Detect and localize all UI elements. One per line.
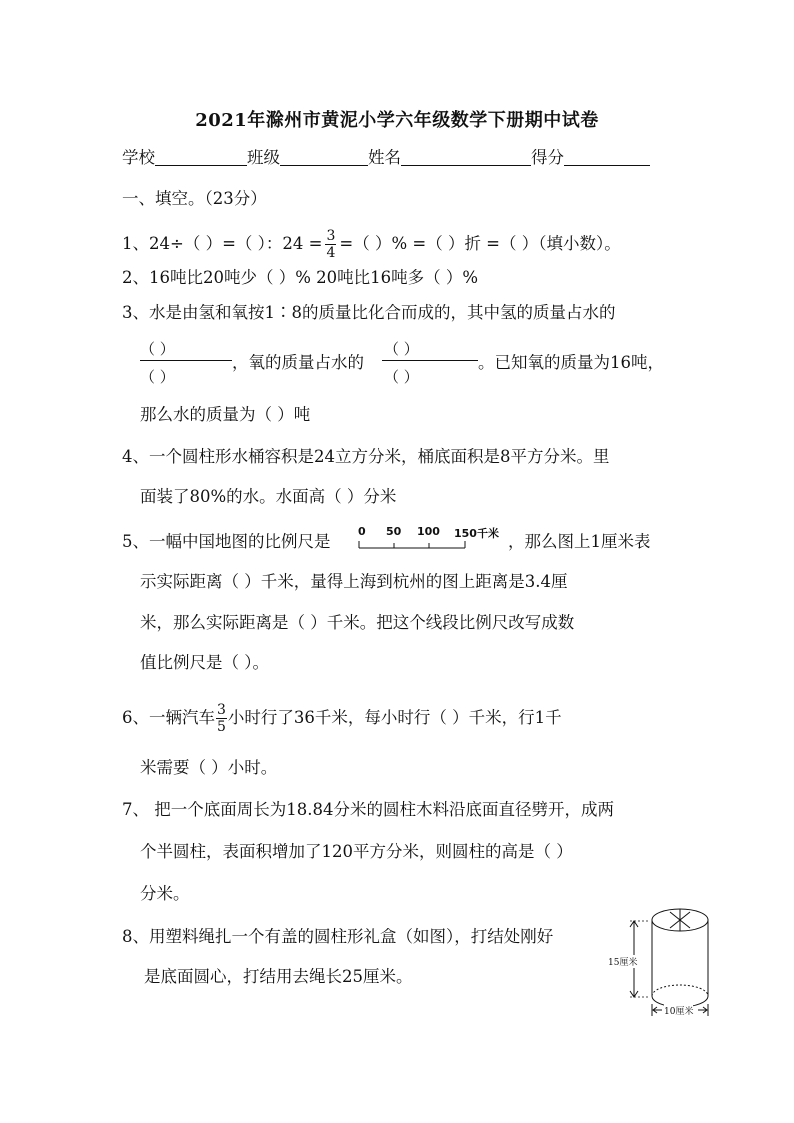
q1-part-a: 1、24÷（ ）=（ ）：24 = bbox=[122, 234, 323, 253]
scale-label-100: 100 bbox=[417, 525, 440, 538]
score-blank bbox=[564, 147, 650, 166]
question-8-line2: 是底面圆心，打结用去绳长25厘米。 bbox=[144, 967, 413, 986]
question-1 bbox=[122, 228, 621, 261]
question-7-line3: 分米。 bbox=[140, 884, 190, 903]
name-label: 姓名 bbox=[368, 148, 401, 167]
question-5-line3: 米，那么实际距离是（ ）千米。把这个线段比例尺改写成数 bbox=[140, 613, 575, 632]
question-7-line1: 7、 把一个底面周长为18.84分米的圆柱木料沿底面直径劈开，成两 bbox=[122, 800, 614, 819]
scale-label-150: 150千米 bbox=[454, 527, 499, 540]
q3-mid-text: ，氧的质量占水的 bbox=[232, 353, 364, 372]
q3-end-text: 。已知氧的质量为16吨， bbox=[478, 353, 664, 372]
q3-paren-bot-2: （ ） bbox=[384, 368, 419, 386]
question-5-part-b: ，那么图上1厘米表 bbox=[508, 532, 651, 551]
school-label: 学校 bbox=[122, 148, 155, 167]
q3-fraction-bar-2 bbox=[382, 360, 478, 361]
question-8-line1: 8、用塑料绳扎一个有盖的圆柱形礼盒（如图），打结处刚好 bbox=[122, 927, 554, 946]
q1-frac-den: 4 bbox=[326, 245, 336, 261]
question-5-line2: 示实际距离（ ）千米，量得上海到杭州的图上距离是3.4厘 bbox=[140, 572, 568, 591]
question-5-part-a: 5、一幅中国地图的比例尺是 bbox=[122, 532, 331, 551]
score-label: 得分 bbox=[531, 148, 564, 167]
question-4-line1: 4、一个圆柱形水桶容积是24立方分米，桶底面积是8平方分米。里 bbox=[122, 447, 610, 466]
question-4-line2: 面装了80%的水。水面高（ ）分米 bbox=[140, 487, 397, 506]
scale-bar-line bbox=[358, 538, 468, 550]
q3-paren-top-2: （ ） bbox=[384, 340, 419, 358]
section-heading: 一、填空。（23分） bbox=[122, 189, 267, 208]
question-5-line4: 值比例尺是（ ）。 bbox=[140, 653, 269, 672]
q6-frac-den: 5 bbox=[217, 719, 226, 735]
scale-label-50: 50 bbox=[386, 525, 402, 538]
cylinder-height-label: 15厘米 bbox=[608, 955, 637, 968]
q3-fraction-bar-1 bbox=[140, 360, 232, 361]
q1-fraction bbox=[325, 228, 336, 261]
cylinder-diameter-label: 10厘米 bbox=[664, 1004, 693, 1017]
q6-part-b: 小时行了36千米，每小时行（ ）千米，行1千 bbox=[227, 708, 562, 727]
q3-paren-bot-1: （ ） bbox=[140, 368, 175, 386]
school-blank bbox=[155, 147, 247, 166]
question-7-line2: 个半圆柱，表面积增加了120平方分米，则圆柱的高是（ ） bbox=[140, 842, 573, 861]
q1-part-b: =（ ）% =（ ）折 =（ ）（填小数）。 bbox=[339, 234, 621, 253]
question-3-line1: 3、水是由氢和氧按1∶8的质量比化合而成的，其中氢的质量占水的 bbox=[122, 303, 616, 322]
q1-frac-num: 3 bbox=[326, 228, 336, 244]
question-3-line3: 那么水的质量为（ ）吨 bbox=[140, 405, 311, 424]
q6-frac-num: 3 bbox=[217, 702, 226, 718]
page-title: 2021年滁州市黄泥小学六年级数学下册期中试卷 bbox=[195, 110, 599, 131]
header-fields bbox=[122, 147, 650, 169]
q3-paren-top-1: （ ） bbox=[140, 340, 175, 358]
q6-part-a: 6、一辆汽车 bbox=[122, 708, 215, 727]
question-2: 2、16吨比20吨少（ ）% 20吨比16吨多（ ）% bbox=[122, 268, 479, 287]
q6-fraction bbox=[216, 702, 227, 735]
cylinder-drawing bbox=[624, 900, 724, 1020]
class-label: 班级 bbox=[247, 148, 280, 167]
scale-label-0: 0 bbox=[358, 525, 366, 538]
question-6-line2: 米需要（ ）小时。 bbox=[140, 758, 278, 777]
class-blank bbox=[280, 147, 368, 166]
name-blank bbox=[401, 147, 531, 166]
question-6-line1 bbox=[122, 702, 562, 735]
